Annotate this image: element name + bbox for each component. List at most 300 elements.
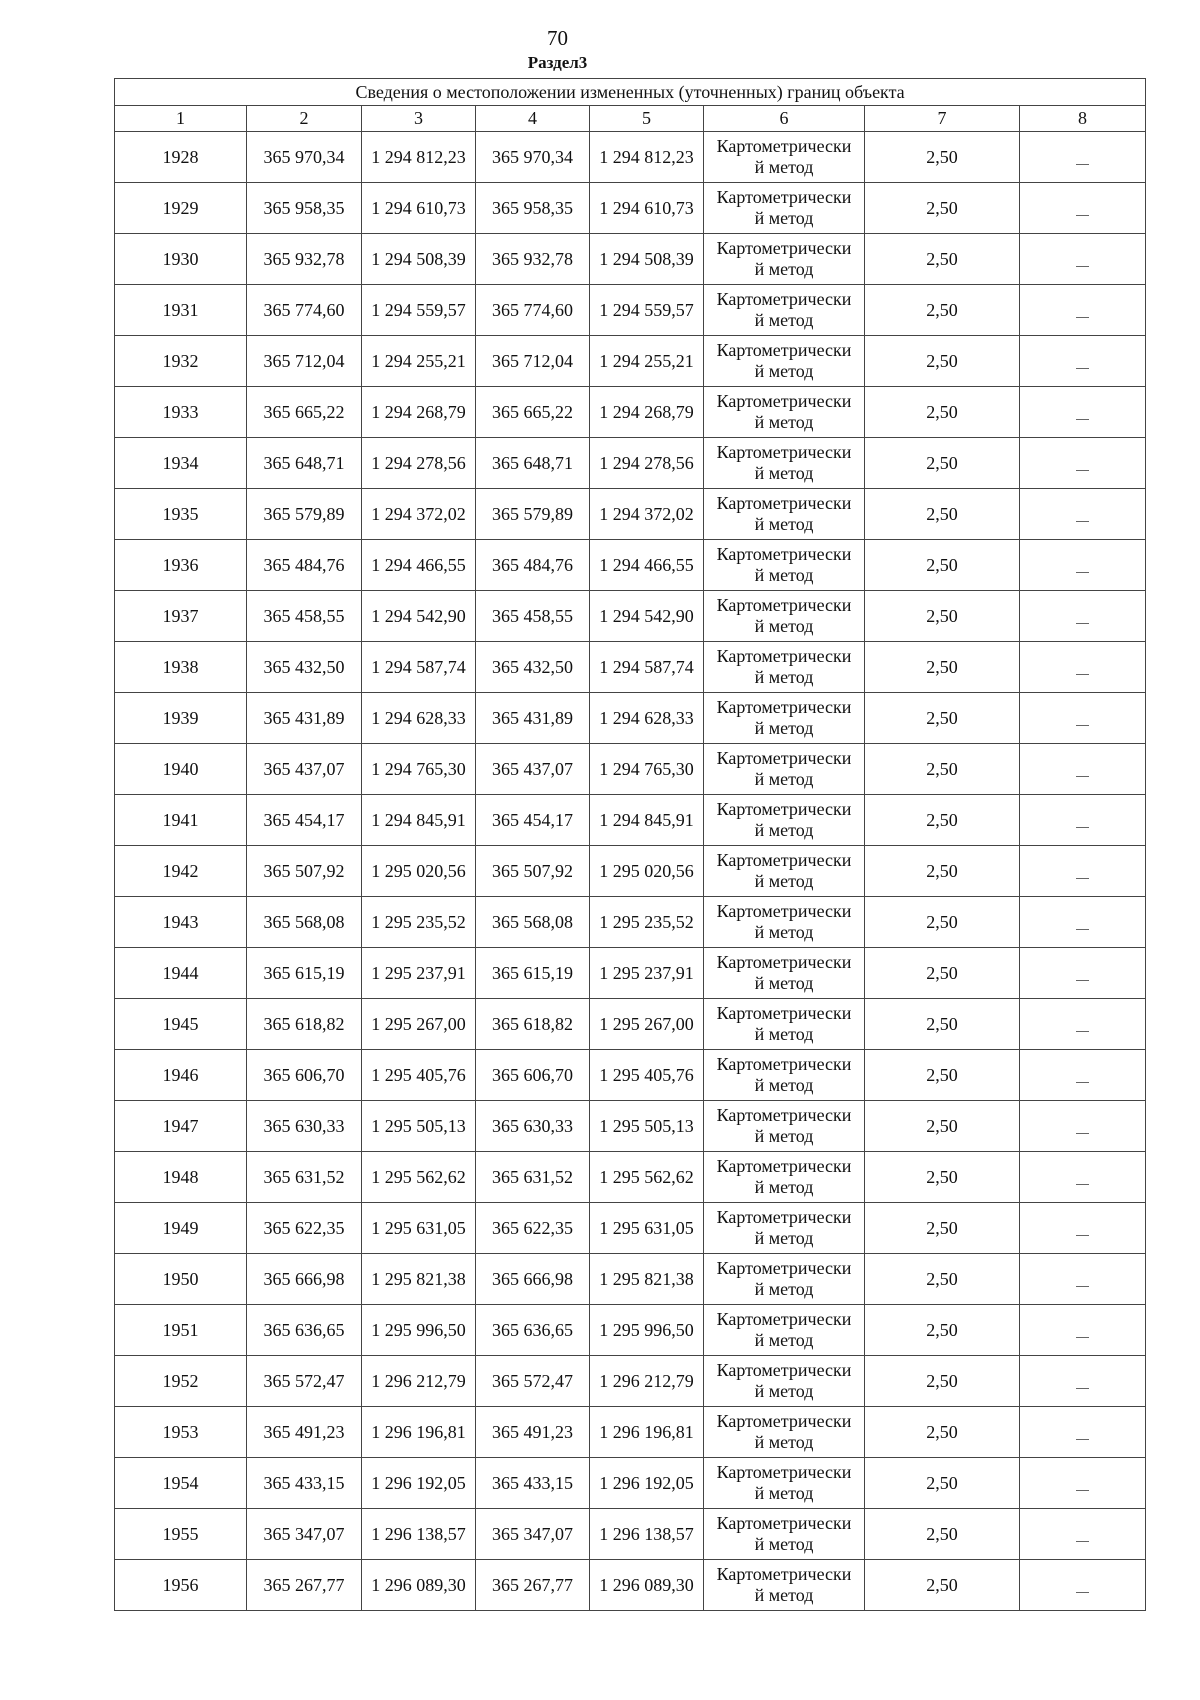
new-y-cell: 1 294 559,57 [590,285,704,336]
dash-mark [1076,980,1089,981]
description-cell [1020,897,1146,948]
accuracy-cell: 2,50 [865,540,1020,591]
new-x-cell: 365 347,07 [476,1509,590,1560]
table-row [115,999,1146,1050]
column-number: 4 [476,106,590,132]
point-number-cell: 1956 [115,1560,247,1611]
column-number: 2 [247,106,362,132]
existing-y-cell: 1 294 587,74 [362,642,476,693]
accuracy-cell: 2,50 [865,897,1020,948]
table-row [115,1458,1146,1509]
method-text-line2: й метод [754,259,814,279]
existing-x-cell: 365 648,71 [247,438,362,489]
method-text-line1: Картометрически [716,1207,852,1227]
method-cell [704,132,865,183]
method-text-line2: й метод [754,1075,814,1095]
new-y-cell: 1 296 192,05 [590,1458,704,1509]
dash-mark [1076,776,1089,777]
accuracy-cell: 2,50 [865,1458,1020,1509]
existing-y-cell: 1 295 235,52 [362,897,476,948]
dash-mark [1076,674,1089,675]
existing-x-cell: 365 491,23 [247,1407,362,1458]
new-y-cell: 1 295 562,62 [590,1152,704,1203]
new-x-cell: 365 431,89 [476,693,590,744]
method-text-line2: й метод [754,769,814,789]
point-number-cell: 1945 [115,999,247,1050]
point-number-cell: 1950 [115,1254,247,1305]
method-cell [704,846,865,897]
description-cell [1020,1050,1146,1101]
existing-x-cell: 365 932,78 [247,234,362,285]
existing-y-cell: 1 295 267,00 [362,999,476,1050]
existing-y-cell: 1 295 405,76 [362,1050,476,1101]
description-cell [1020,1458,1146,1509]
existing-x-cell: 365 347,07 [247,1509,362,1560]
dash-mark [1076,1082,1089,1083]
new-x-cell: 365 507,92 [476,846,590,897]
existing-x-cell: 365 606,70 [247,1050,362,1101]
existing-y-cell: 1 296 089,30 [362,1560,476,1611]
method-text-line2: й метод [754,361,814,381]
point-number-cell: 1937 [115,591,247,642]
section-title: Раздел3 [527,53,588,72]
method-cell [704,1152,865,1203]
point-number-cell: 1946 [115,1050,247,1101]
new-y-cell: 1 295 405,76 [590,1050,704,1101]
method-cell [704,897,865,948]
table-row [115,183,1146,234]
dash-mark [1076,1133,1089,1134]
accuracy-cell: 2,50 [865,693,1020,744]
accuracy-cell: 2,50 [865,1560,1020,1611]
table-row [115,1509,1146,1560]
new-y-cell: 1 294 255,21 [590,336,704,387]
method-text-line2: й метод [754,1381,814,1401]
table-row [115,591,1146,642]
new-y-cell: 1 296 089,30 [590,1560,704,1611]
method-cell [704,1050,865,1101]
existing-x-cell: 365 484,76 [247,540,362,591]
column-number: 5 [590,106,704,132]
point-number-cell: 1931 [115,285,247,336]
dash-mark [1076,725,1089,726]
column-number: 7 [865,106,1020,132]
method-text-line1: Картометрически [716,1105,852,1125]
method-text-line2: й метод [754,973,814,993]
method-text-line1: Картометрически [716,340,852,360]
column-number: 1 [115,106,247,132]
method-text-line2: й метод [754,157,814,177]
method-cell [704,540,865,591]
description-cell [1020,387,1146,438]
table-row [115,1203,1146,1254]
new-x-cell: 365 774,60 [476,285,590,336]
accuracy-cell: 2,50 [865,336,1020,387]
accuracy-cell: 2,50 [865,183,1020,234]
existing-x-cell: 365 572,47 [247,1356,362,1407]
accuracy-cell: 2,50 [865,642,1020,693]
new-x-cell: 365 932,78 [476,234,590,285]
new-y-cell: 1 295 237,91 [590,948,704,999]
method-text-line2: й метод [754,718,814,738]
method-text-line1: Картометрически [716,1462,852,1482]
new-x-cell: 365 712,04 [476,336,590,387]
method-cell [704,387,865,438]
existing-x-cell: 365 970,34 [247,132,362,183]
description-cell [1020,234,1146,285]
existing-y-cell: 1 294 765,30 [362,744,476,795]
accuracy-cell: 2,50 [865,999,1020,1050]
new-x-cell: 365 970,34 [476,132,590,183]
table-caption: Сведения о местоположении измененных (уточненных) границ объекта [115,79,1146,106]
existing-x-cell: 365 618,82 [247,999,362,1050]
method-text-line2: й метод [754,1228,814,1248]
existing-y-cell: 1 295 020,56 [362,846,476,897]
existing-x-cell: 365 454,17 [247,795,362,846]
new-x-cell: 365 618,82 [476,999,590,1050]
existing-y-cell: 1 296 196,81 [362,1407,476,1458]
existing-y-cell: 1 296 138,57 [362,1509,476,1560]
method-cell [704,795,865,846]
table-row [115,1560,1146,1611]
dash-mark [1076,929,1089,930]
point-number-cell: 1955 [115,1509,247,1560]
method-text-line1: Картометрически [716,1054,852,1074]
description-cell [1020,1560,1146,1611]
existing-y-cell: 1 295 505,13 [362,1101,476,1152]
new-y-cell: 1 295 996,50 [590,1305,704,1356]
new-x-cell: 365 454,17 [476,795,590,846]
method-text-line1: Картометрически [716,187,852,207]
description-cell [1020,1356,1146,1407]
existing-x-cell: 365 958,35 [247,183,362,234]
table-row [115,948,1146,999]
dash-mark [1076,1490,1089,1491]
table-row [115,438,1146,489]
existing-y-cell: 1 294 268,79 [362,387,476,438]
point-number-cell: 1933 [115,387,247,438]
existing-x-cell: 365 666,98 [247,1254,362,1305]
new-y-cell: 1 294 812,23 [590,132,704,183]
new-y-cell: 1 294 845,91 [590,795,704,846]
existing-y-cell: 1 296 212,79 [362,1356,476,1407]
method-text-line2: й метод [754,1126,814,1146]
method-text-line1: Картометрически [716,1360,852,1380]
existing-y-cell: 1 294 610,73 [362,183,476,234]
method-text-line2: й метод [754,1279,814,1299]
existing-y-cell: 1 296 192,05 [362,1458,476,1509]
accuracy-cell: 2,50 [865,387,1020,438]
method-text-line2: й метод [754,565,814,585]
new-x-cell: 365 631,52 [476,1152,590,1203]
description-cell [1020,744,1146,795]
new-y-cell: 1 295 020,56 [590,846,704,897]
existing-x-cell: 365 665,22 [247,387,362,438]
point-number-cell: 1930 [115,234,247,285]
description-cell [1020,1254,1146,1305]
method-text-line2: й метод [754,514,814,534]
point-number-cell: 1952 [115,1356,247,1407]
table-row [115,540,1146,591]
point-number-cell: 1941 [115,795,247,846]
method-text-line1: Картометрически [716,1564,852,1584]
description-cell [1020,438,1146,489]
accuracy-cell: 2,50 [865,948,1020,999]
dash-mark [1076,1541,1089,1542]
method-text-line2: й метод [754,1024,814,1044]
table-row [115,285,1146,336]
dash-mark [1076,470,1089,471]
new-x-cell: 365 572,47 [476,1356,590,1407]
description-cell [1020,183,1146,234]
new-x-cell: 365 958,35 [476,183,590,234]
description-cell [1020,948,1146,999]
new-x-cell: 365 458,55 [476,591,590,642]
accuracy-cell: 2,50 [865,1407,1020,1458]
method-cell [704,234,865,285]
new-y-cell: 1 296 138,57 [590,1509,704,1560]
table-row [115,234,1146,285]
method-cell [704,1203,865,1254]
method-text-line1: Картометрически [716,136,852,156]
accuracy-cell: 2,50 [865,1101,1020,1152]
accuracy-cell: 2,50 [865,1305,1020,1356]
description-cell [1020,999,1146,1050]
method-text-line1: Картометрически [716,748,852,768]
point-number-cell: 1948 [115,1152,247,1203]
description-cell [1020,1152,1146,1203]
dash-mark [1076,164,1089,165]
new-y-cell: 1 295 821,38 [590,1254,704,1305]
method-cell [704,336,865,387]
method-text-line2: й метод [754,1177,814,1197]
existing-x-cell: 365 431,89 [247,693,362,744]
method-text-line2: й метод [754,1483,814,1503]
method-text-line2: й метод [754,1330,814,1350]
new-x-cell: 365 579,89 [476,489,590,540]
point-number-cell: 1942 [115,846,247,897]
new-x-cell: 365 267,77 [476,1560,590,1611]
new-y-cell: 1 296 212,79 [590,1356,704,1407]
existing-y-cell: 1 295 562,62 [362,1152,476,1203]
existing-y-cell: 1 294 508,39 [362,234,476,285]
point-number-cell: 1940 [115,744,247,795]
accuracy-cell: 2,50 [865,1203,1020,1254]
existing-x-cell: 365 437,07 [247,744,362,795]
method-text-line1: Картометрически [716,442,852,462]
existing-y-cell: 1 294 845,91 [362,795,476,846]
new-x-cell: 365 432,50 [476,642,590,693]
method-text-line2: й метод [754,667,814,687]
dash-mark [1076,1286,1089,1287]
existing-x-cell: 365 267,77 [247,1560,362,1611]
description-cell [1020,642,1146,693]
method-text-line1: Картометрически [716,697,852,717]
method-text-line2: й метод [754,1534,814,1554]
new-x-cell: 365 433,15 [476,1458,590,1509]
method-text-line1: Картометрически [716,238,852,258]
existing-x-cell: 365 622,35 [247,1203,362,1254]
new-y-cell: 1 295 267,00 [590,999,704,1050]
new-x-cell: 365 622,35 [476,1203,590,1254]
description-cell [1020,336,1146,387]
table-row [115,1356,1146,1407]
new-x-cell: 365 636,65 [476,1305,590,1356]
point-number-cell: 1934 [115,438,247,489]
method-cell [704,1407,865,1458]
method-text-line2: й метод [754,463,814,483]
accuracy-cell: 2,50 [865,744,1020,795]
new-x-cell: 365 665,22 [476,387,590,438]
method-text-line2: й метод [754,208,814,228]
new-y-cell: 1 294 587,74 [590,642,704,693]
method-text-line1: Картометрически [716,1156,852,1176]
new-y-cell: 1 296 196,81 [590,1407,704,1458]
existing-y-cell: 1 295 821,38 [362,1254,476,1305]
column-number: 8 [1020,106,1146,132]
existing-x-cell: 365 631,52 [247,1152,362,1203]
table-row [115,1152,1146,1203]
table-row [115,744,1146,795]
existing-y-cell: 1 294 372,02 [362,489,476,540]
table-row [115,336,1146,387]
method-cell [704,1560,865,1611]
method-cell [704,1509,865,1560]
description-cell [1020,285,1146,336]
point-number-cell: 1939 [115,693,247,744]
description-cell [1020,132,1146,183]
method-cell [704,1254,865,1305]
new-y-cell: 1 295 505,13 [590,1101,704,1152]
point-number-cell: 1928 [115,132,247,183]
dash-mark [1076,572,1089,573]
method-text-line1: Картометрически [716,901,852,921]
dash-mark [1076,215,1089,216]
dash-mark [1076,368,1089,369]
new-y-cell: 1 294 765,30 [590,744,704,795]
new-y-cell: 1 295 631,05 [590,1203,704,1254]
method-text-line1: Картометрически [716,952,852,972]
method-text-line2: й метод [754,871,814,891]
dash-mark [1076,1592,1089,1593]
method-text-line1: Картометрически [716,289,852,309]
method-cell [704,183,865,234]
new-x-cell: 365 491,23 [476,1407,590,1458]
new-y-cell: 1 295 235,52 [590,897,704,948]
existing-y-cell: 1 295 631,05 [362,1203,476,1254]
method-text-line2: й метод [754,412,814,432]
table-row [115,795,1146,846]
point-number-cell: 1936 [115,540,247,591]
new-y-cell: 1 294 542,90 [590,591,704,642]
point-number-cell: 1935 [115,489,247,540]
existing-y-cell: 1 294 278,56 [362,438,476,489]
method-cell [704,693,865,744]
description-cell [1020,1101,1146,1152]
method-text-line1: Картометрически [716,646,852,666]
existing-y-cell: 1 294 466,55 [362,540,476,591]
new-x-cell: 365 606,70 [476,1050,590,1101]
new-x-cell: 365 568,08 [476,897,590,948]
accuracy-cell: 2,50 [865,1356,1020,1407]
method-text-line2: й метод [754,1432,814,1452]
existing-y-cell: 1 294 628,33 [362,693,476,744]
method-text-line2: й метод [754,1585,814,1605]
existing-x-cell: 365 630,33 [247,1101,362,1152]
method-text-line1: Картометрически [716,1003,852,1023]
point-number-cell: 1943 [115,897,247,948]
method-cell [704,1101,865,1152]
point-number-cell: 1953 [115,1407,247,1458]
point-number-cell: 1947 [115,1101,247,1152]
point-number-cell: 1929 [115,183,247,234]
new-y-cell: 1 294 372,02 [590,489,704,540]
existing-x-cell: 365 579,89 [247,489,362,540]
description-cell [1020,1305,1146,1356]
accuracy-cell: 2,50 [865,1254,1020,1305]
accuracy-cell: 2,50 [865,234,1020,285]
point-number-cell: 1949 [115,1203,247,1254]
method-text-line1: Картометрически [716,1258,852,1278]
table-row [115,1254,1146,1305]
existing-y-cell: 1 294 812,23 [362,132,476,183]
description-cell [1020,540,1146,591]
table-row [115,387,1146,438]
point-number-cell: 1954 [115,1458,247,1509]
dash-mark [1076,317,1089,318]
method-text-line1: Картометрически [716,850,852,870]
existing-x-cell: 365 636,65 [247,1305,362,1356]
dash-mark [1076,1031,1089,1032]
existing-x-cell: 365 712,04 [247,336,362,387]
method-text-line1: Картометрически [716,799,852,819]
page-number: 70 [547,26,568,50]
new-y-cell: 1 294 610,73 [590,183,704,234]
existing-x-cell: 365 774,60 [247,285,362,336]
description-cell [1020,1203,1146,1254]
method-cell [704,999,865,1050]
table-row [115,693,1146,744]
dash-mark [1076,419,1089,420]
method-cell [704,1356,865,1407]
table-row [115,489,1146,540]
existing-x-cell: 365 507,92 [247,846,362,897]
dash-mark [1076,623,1089,624]
accuracy-cell: 2,50 [865,438,1020,489]
accuracy-cell: 2,50 [865,795,1020,846]
description-cell [1020,846,1146,897]
new-y-cell: 1 294 508,39 [590,234,704,285]
accuracy-cell: 2,50 [865,1050,1020,1101]
new-x-cell: 365 484,76 [476,540,590,591]
point-number-cell: 1951 [115,1305,247,1356]
existing-x-cell: 365 615,19 [247,948,362,999]
method-cell [704,948,865,999]
description-cell [1020,1407,1146,1458]
method-cell [704,285,865,336]
accuracy-cell: 2,50 [865,846,1020,897]
point-number-cell: 1932 [115,336,247,387]
table-row [115,132,1146,183]
existing-y-cell: 1 294 559,57 [362,285,476,336]
dash-mark [1076,1337,1089,1338]
method-text-line1: Картометрически [716,595,852,615]
method-text-line1: Картометрически [716,493,852,513]
column-number: 3 [362,106,476,132]
accuracy-cell: 2,50 [865,132,1020,183]
method-text-line2: й метод [754,616,814,636]
existing-y-cell: 1 295 996,50 [362,1305,476,1356]
